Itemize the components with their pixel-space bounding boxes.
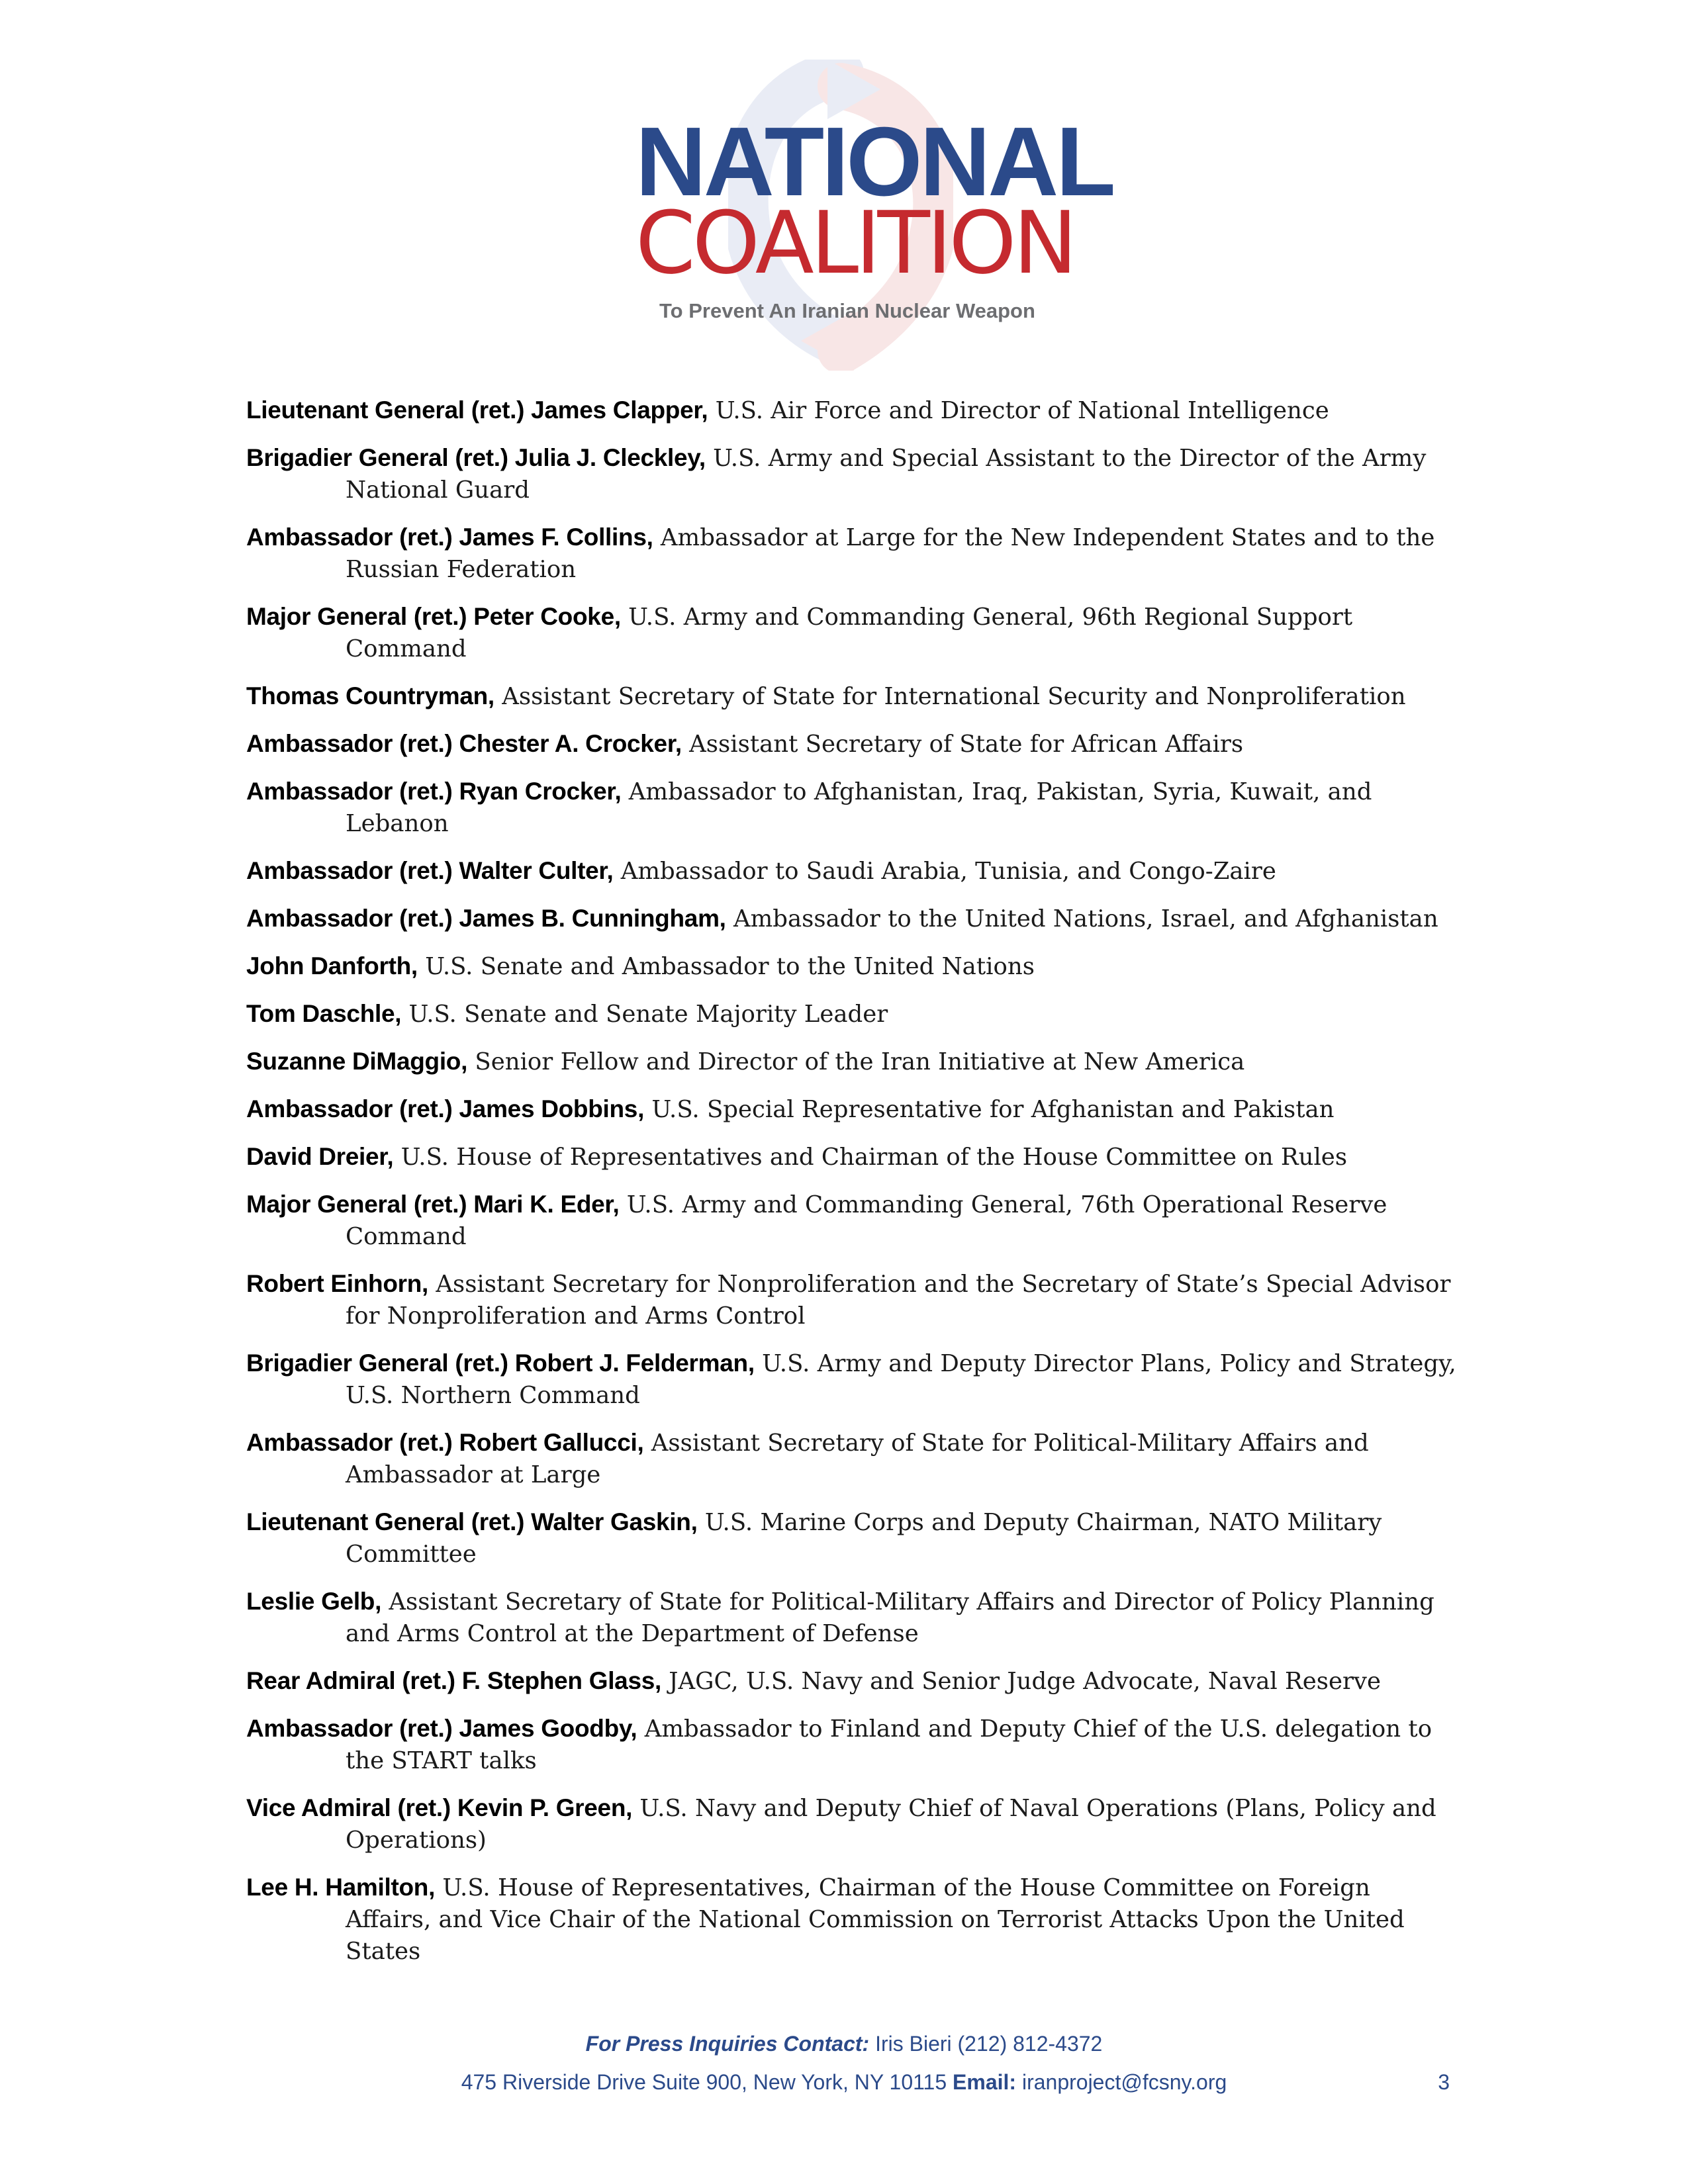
email-link[interactable]: iranproject@fcsny.org bbox=[1021, 2070, 1227, 2094]
signatory-description: U.S. House of Representatives and Chairman of the House Committee on Rules bbox=[400, 1144, 1348, 1171]
signatory-entry bbox=[246, 1046, 1458, 1078]
signatory-name: Major General (ret.) Peter Cooke, bbox=[246, 603, 621, 630]
signatory-name: Thomas Countryman, bbox=[246, 682, 494, 709]
signatory-name: Leslie Gelb, bbox=[246, 1588, 382, 1615]
signatory-name: Lee H. Hamilton, bbox=[246, 1874, 436, 1901]
signatory-entry bbox=[246, 1586, 1458, 1650]
signatory-description: Assistant Secretary of State for International Security and Nonproliferation bbox=[502, 683, 1406, 710]
signatory-name: David Dreier, bbox=[246, 1143, 394, 1170]
signatory-name: Brigadier General (ret.) Julia J. Cleckley, bbox=[246, 444, 706, 471]
signatory-description: Assistant Secretary of State for Political-Military Affairs and Director of Policy Planning and Arms Control at the Department of Defense bbox=[346, 1588, 1434, 1647]
signatory-description: Ambassador to Finland and Deputy Chief of the U.S. delegation to the START talks bbox=[346, 1715, 1432, 1774]
signatory-description: Ambassador to the United Nations, Israel, and Afghanistan bbox=[733, 905, 1438, 933]
signatory-description: U.S. Navy and Deputy Chief of Naval Operations (Plans, Policy and Operations) bbox=[346, 1795, 1436, 1854]
signatory-description: Assistant Secretary for Nonproliferation and the Secretary of State’s Special Advisor for Nonproliferation and Arms Control bbox=[346, 1271, 1451, 1330]
signatory-name: Suzanne DiMaggio, bbox=[246, 1048, 468, 1075]
signatory-description: U.S. Army and Deputy Director Plans, Policy and Strategy, U.S. Northern Command bbox=[346, 1350, 1456, 1409]
logo-tagline: To Prevent An Iranian Nuclear Weapon bbox=[659, 299, 1035, 322]
signatory-name: Ambassador (ret.) James B. Cunningham, bbox=[246, 905, 726, 932]
signatory-description: Ambassador at Large for the New Independent States and to the Russian Federation bbox=[346, 524, 1435, 583]
signatory-name: Lieutenant General (ret.) James Clapper, bbox=[246, 396, 708, 424]
signatory-entry bbox=[246, 1189, 1458, 1253]
signatory-entry bbox=[246, 903, 1458, 935]
signatory-entry bbox=[246, 1347, 1458, 1412]
signatory-entry bbox=[246, 728, 1458, 760]
signatory-entry bbox=[246, 1713, 1458, 1777]
signatory-entry bbox=[246, 1268, 1458, 1332]
signatory-entry bbox=[246, 394, 1458, 427]
logo-wordmark-national: NATIONAL bbox=[635, 107, 1113, 216]
signatory-name: Ambassador (ret.) James F. Collins, bbox=[246, 523, 653, 551]
signatory-name: Ambassador (ret.) Chester A. Crocker, bbox=[246, 730, 682, 757]
signatory-description: U.S. Senate and Ambassador to the United Nations bbox=[425, 953, 1035, 980]
signatory-entry bbox=[246, 1665, 1458, 1698]
signatory-name: Rear Admiral (ret.) F. Stephen Glass, bbox=[246, 1667, 661, 1694]
signatory-entry bbox=[246, 1506, 1458, 1570]
signatory-description: U.S. Marine Corps and Deputy Chairman, NATO Military Committee bbox=[346, 1509, 1382, 1568]
signatory-name: Ambassador (ret.) Walter Culter, bbox=[246, 857, 614, 884]
signatory-description: U.S. Army and Commanding General, 76th Operational Reserve Command bbox=[346, 1191, 1387, 1250]
signatory-name: Lieutenant General (ret.) Walter Gaskin, bbox=[246, 1508, 698, 1535]
signatory-entry bbox=[246, 1792, 1458, 1856]
signatory-name: Vice Admiral (ret.) Kevin P. Green, bbox=[246, 1794, 633, 1821]
signatory-description: Ambassador to Afghanistan, Iraq, Pakistan, Syria, Kuwait, and Lebanon bbox=[346, 778, 1372, 837]
signatory-name: Major General (ret.) Mari K. Eder, bbox=[246, 1191, 620, 1218]
signatory-description: Assistant Secretary of State for Political-Military Affairs and Ambassador at Large bbox=[346, 1430, 1369, 1488]
signatory-name: Ambassador (ret.) Ryan Crocker, bbox=[246, 778, 622, 805]
signatory-entry bbox=[246, 680, 1458, 713]
signatory-name: Ambassador (ret.) James Dobbins, bbox=[246, 1095, 645, 1122]
signatory-description: U.S. Special Representative for Afghanistan and Pakistan bbox=[651, 1096, 1335, 1123]
signatory-entry bbox=[246, 1141, 1458, 1173]
address: 475 Riverside Drive Suite 900, New York, NY 10115 bbox=[461, 2070, 947, 2094]
signatory-list bbox=[246, 394, 1458, 1983]
press-contact-line bbox=[0, 2025, 1688, 2062]
signatory-description: U.S. Army and Commanding General, 96th Regional Support Command bbox=[346, 604, 1353, 662]
signatory-description: Assistant Secretary of State for African Affairs bbox=[689, 731, 1244, 758]
national-coalition-logo bbox=[635, 60, 1113, 377]
signatory-entry bbox=[246, 855, 1458, 887]
signatory-entry bbox=[246, 776, 1458, 840]
signatory-name: John Danforth, bbox=[246, 952, 418, 979]
signatory-entry bbox=[246, 1093, 1458, 1126]
signatory-description: U.S. Senate and Senate Majority Leader bbox=[408, 1001, 888, 1028]
signatory-entry bbox=[246, 601, 1458, 665]
signatory-entry bbox=[246, 1427, 1458, 1491]
signatory-name: Brigadier General (ret.) Robert J. Felderman, bbox=[246, 1349, 755, 1377]
logo-wordmark-coalition: COALITION bbox=[635, 193, 1074, 293]
signatory-name: Robert Einhorn, bbox=[246, 1270, 429, 1297]
email-label: Email: bbox=[953, 2070, 1017, 2094]
signatory-description: U.S. Air Force and Director of National Intelligence bbox=[715, 397, 1329, 424]
press-contact: Iris Bieri (212) 812-4372 bbox=[875, 2032, 1103, 2056]
signatory-description: U.S. House of Representatives, Chairman of the House Committee on Foreign Affairs, and Vice Chair of the National Commission on Terrorist Attacks Upon the United States bbox=[346, 1874, 1405, 1965]
signatory-name: Tom Daschle, bbox=[246, 1000, 402, 1027]
signatory-name: Ambassador (ret.) James Goodby, bbox=[246, 1715, 637, 1742]
signatory-entry bbox=[246, 1872, 1458, 1968]
signatory-entry bbox=[246, 950, 1458, 983]
press-inquiries-label: For Press Inquiries Contact: bbox=[585, 2032, 870, 2056]
signatory-entry bbox=[246, 522, 1458, 586]
signatory-entry bbox=[246, 998, 1458, 1030]
signatory-description: Ambassador to Saudi Arabia, Tunisia, and Congo-Zaire bbox=[620, 858, 1276, 885]
signatory-description: JAGC, U.S. Navy and Senior Judge Advocate, Naval Reserve bbox=[669, 1668, 1381, 1695]
signatory-description: U.S. Army and Special Assistant to the Director of the Army National Guard bbox=[346, 445, 1427, 504]
signatory-name: Ambassador (ret.) Robert Gallucci, bbox=[246, 1429, 644, 1456]
page-number: 3 bbox=[1438, 2070, 1450, 2094]
signatory-entry bbox=[246, 442, 1458, 506]
signatory-description: Senior Fellow and Director of the Iran Initiative at New America bbox=[475, 1048, 1245, 1075]
